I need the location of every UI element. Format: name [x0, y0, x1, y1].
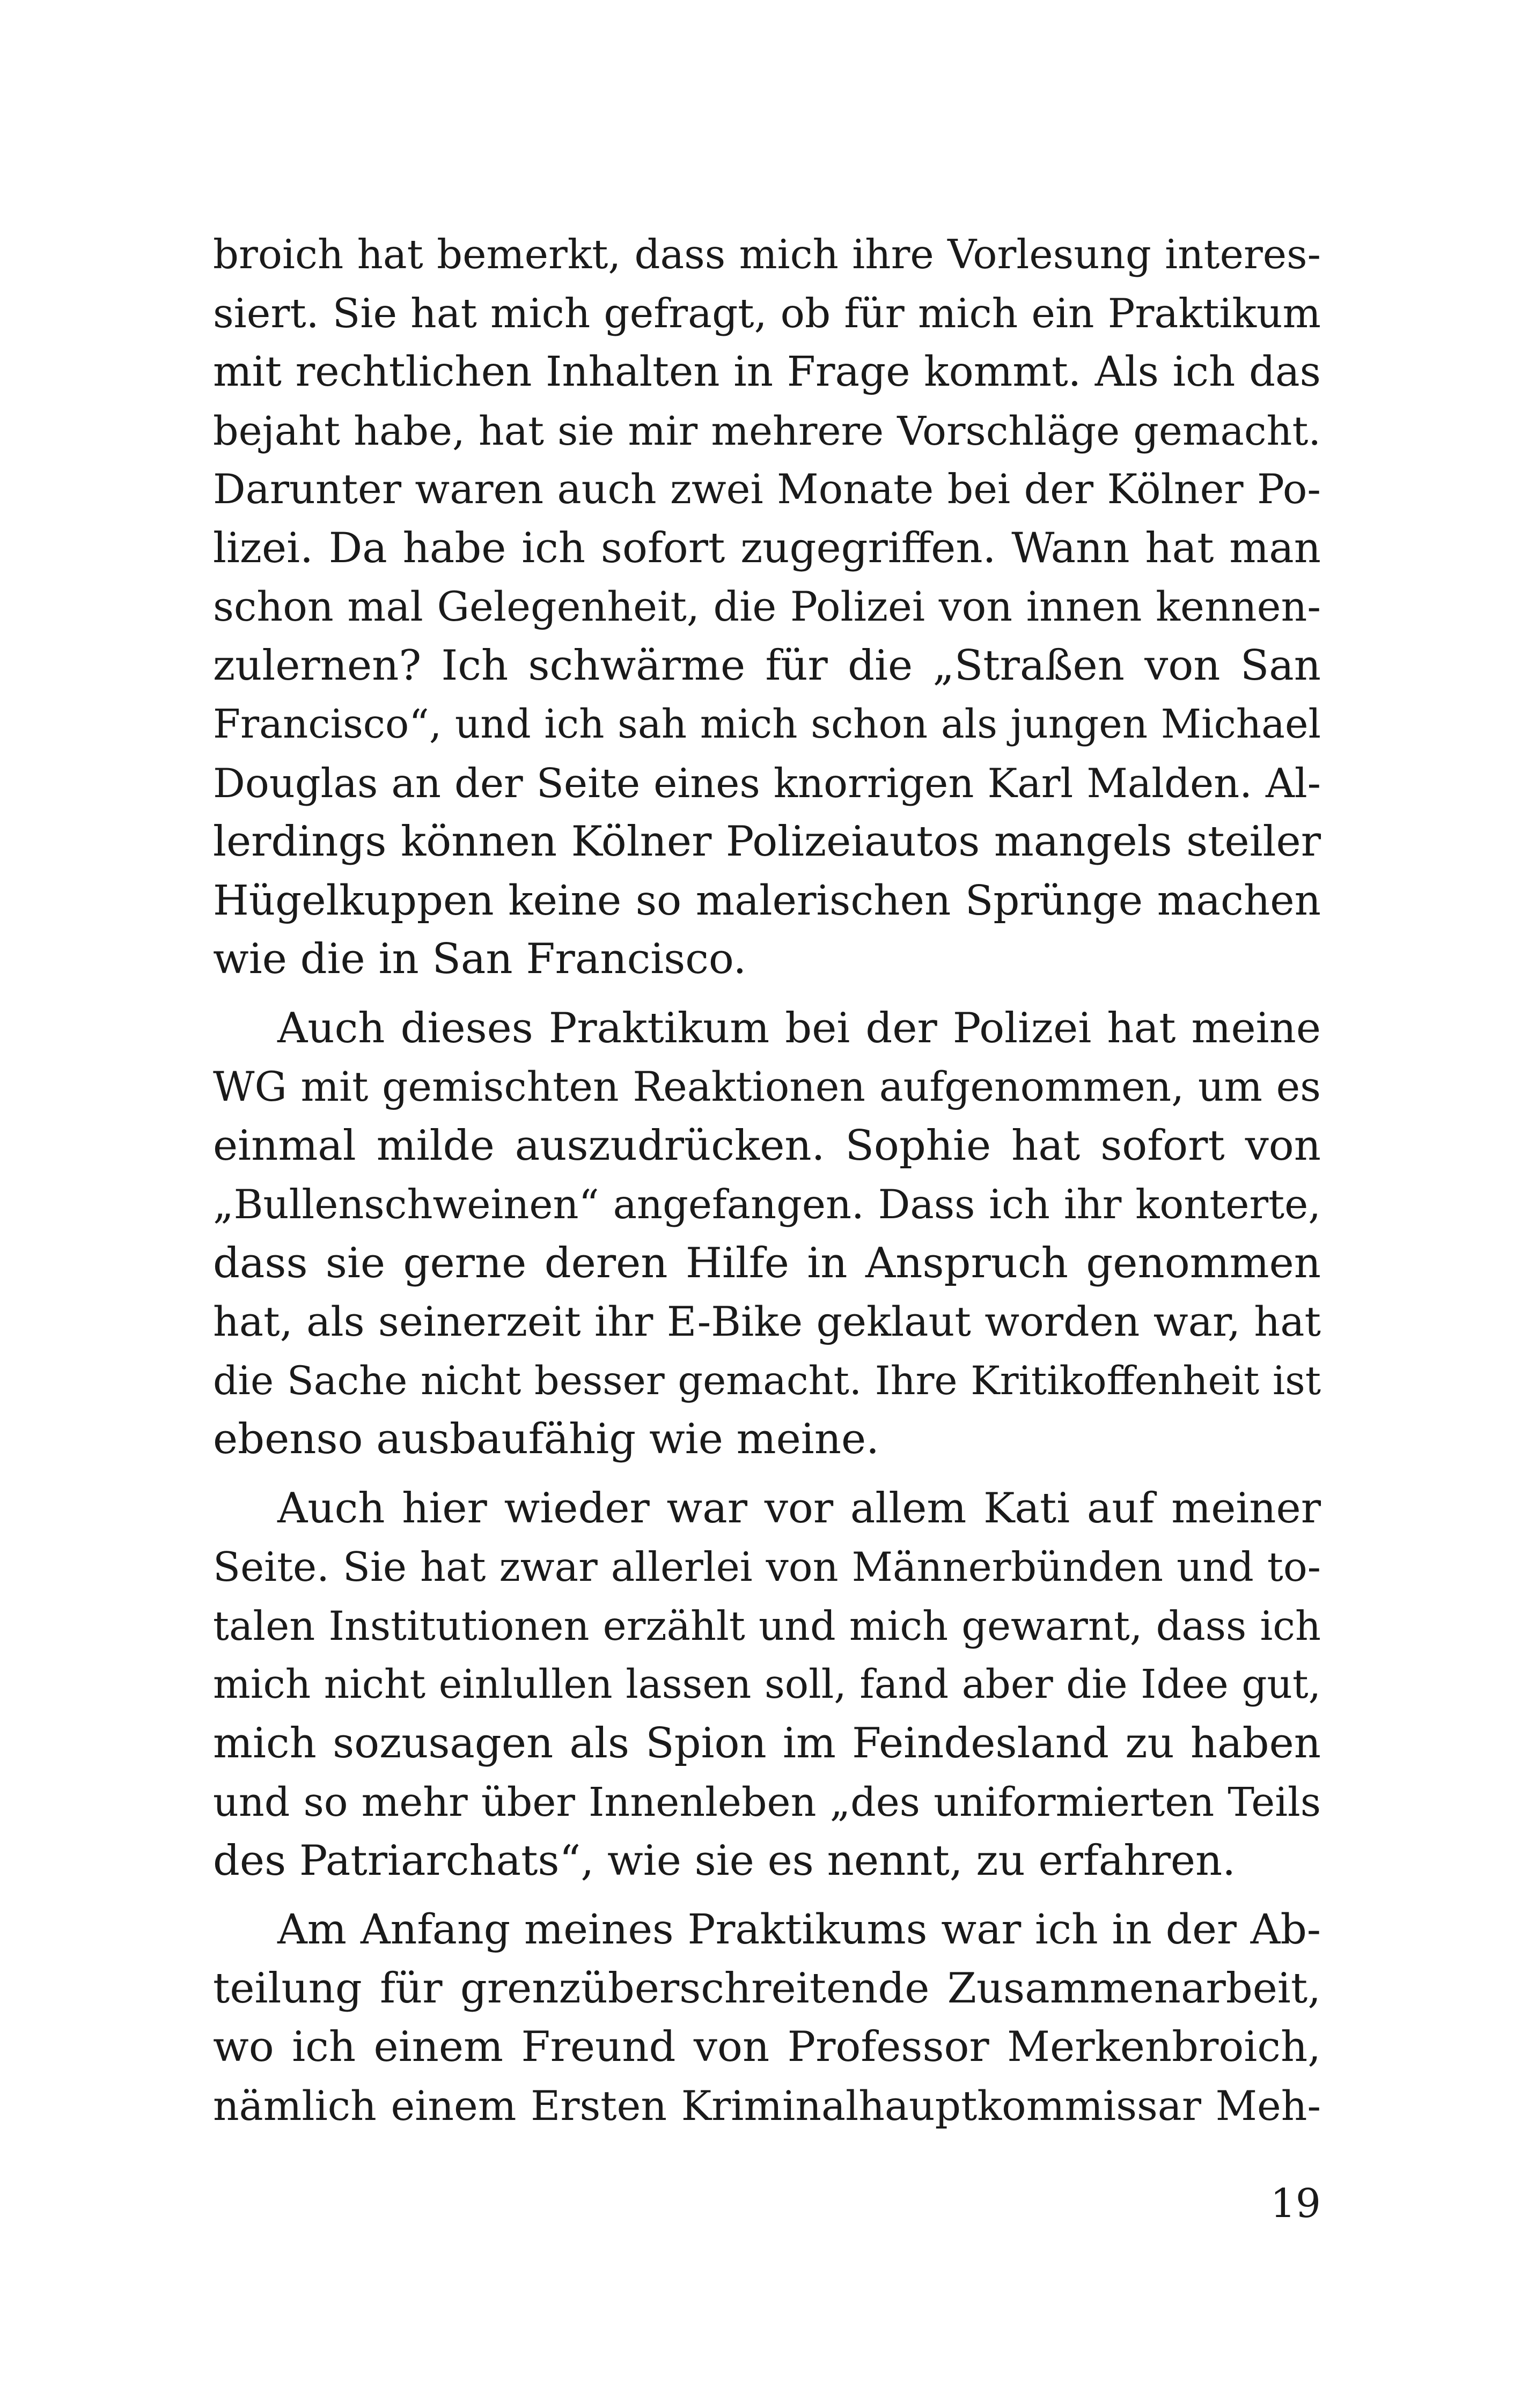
text-line: dass sie gerne deren Hilfe in Anspruch genommen — [213, 1239, 1321, 1287]
text-line: Darunter waren auch zwei Monate bei der Kölner Po- — [213, 466, 1321, 513]
text-line: des Patriarchats“, wie sie es nennt, zu erfahren. — [213, 1836, 1236, 1885]
text-line: WG mit gemischten Reaktionen aufgenommen, um es — [213, 1063, 1321, 1110]
text-line: hat, als seinerzeit ihr E-Bike geklaut worden war, hat — [213, 1298, 1321, 1345]
text-line: schon mal Gelegenheit, die Polizei von innen kennen- — [213, 583, 1321, 630]
paragraph-2 — [213, 999, 1321, 1469]
text-line: Hügelkuppen keine so malerischen Sprünge machen — [213, 877, 1321, 925]
text-line: teilung für grenzüberschreitende Zusammenarbeit, — [213, 1964, 1321, 2013]
text-line: Francisco“, und ich sah mich schon als jungen Michael — [213, 702, 1321, 747]
text-line: Am Anfang meines Praktikums war ich in der Ab- — [277, 1905, 1321, 1954]
text-line: broich hat bemerkt, dass mich ihre Vorlesung interes- — [213, 231, 1321, 278]
page-number: 19 — [1270, 2181, 1321, 2227]
text-line: Auch hier wieder war vor allem Kati auf meiner — [277, 1484, 1321, 1533]
text-line: wie die in San Francisco. — [213, 935, 747, 983]
text-line: ebenso ausbaufähig wie meine. — [213, 1415, 879, 1463]
body-text — [213, 225, 1321, 2135]
text-line: einmal milde auszudrücken. Sophie hat sofort von — [213, 1121, 1321, 1170]
text-line: wo ich einem Freund von Professor Merkenbroich, — [213, 2023, 1321, 2071]
text-line: Douglas an der Seite eines knorrigen Karl Malden. Al- — [213, 760, 1321, 807]
text-line: nämlich einem Ersten Kriminalhauptkommissar Meh- — [213, 2082, 1321, 2130]
text-line: und so mehr über Innenleben „des uniformierten Teils — [213, 1779, 1321, 1825]
text-line: lizei. Da habe ich sofort zugegriffen. Wann hat man — [213, 524, 1321, 572]
text-line: „Bullenschweinen“ angefangen. Dass ich ihr konterte, — [213, 1181, 1321, 1228]
text-line: mich sozusagen als Spion im Feindesland zu haben — [213, 1719, 1321, 1768]
text-line: mit rechtlichen Inhalten in Frage kommt. Als ich das — [213, 348, 1321, 396]
paragraph-4 — [213, 1901, 1321, 2135]
paragraph-1 — [213, 225, 1321, 989]
text-line: zulernen? Ich schwärme für die „Straßen von San — [213, 641, 1321, 690]
text-line: mich nicht einlullen lassen soll, fand aber die Idee gut, — [213, 1662, 1321, 1707]
paragraph-3 — [213, 1479, 1321, 1891]
text-line: Seite. Sie hat zwar allerlei von Männerbünden und to- — [213, 1544, 1321, 1590]
text-line: siert. Sie hat mich gefragt, ob für mich ein Praktikum — [213, 289, 1321, 337]
text-line: talen Institutionen erzählt und mich gewarnt, dass ich — [213, 1602, 1321, 1649]
text-line: bejaht habe, hat sie mir mehrere Vorschläge gemacht. — [213, 407, 1321, 454]
text-line: lerdings können Kölner Polizeiautos mangels steiler — [213, 818, 1321, 866]
text-line: Auch dieses Praktikum bei der Polizei hat meine — [277, 1004, 1321, 1052]
text-line: die Sache nicht besser gemacht. Ihre Kritikoffenheit ist — [213, 1358, 1321, 1404]
